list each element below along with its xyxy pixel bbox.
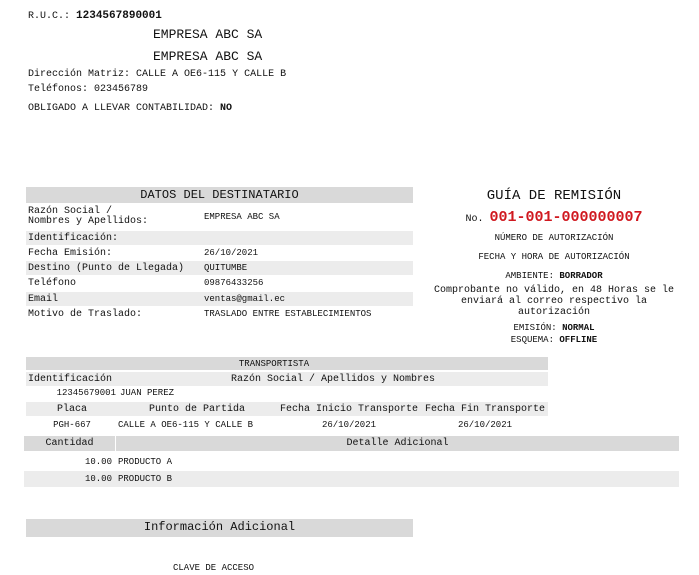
detalle-item-2-cantidad: 10.00 [84,474,112,484]
transp-inicio-value: 26/10/2021 [321,420,376,430]
esquema-label: ESQUEMA: [510,335,554,345]
dest-email-value: ventas@gmail.ec [204,294,286,304]
dest-fecha-value: 26/10/2021 [204,248,259,258]
detalle-item-1-detalle: PRODUCTO A [118,457,173,467]
notice-line-2: enviará al correo respectivo la [460,296,648,307]
phones-line [28,84,148,95]
emision-value: NORMAL [562,323,595,333]
address-value: CALLE A OE6-115 Y CALLE B [136,69,287,80]
num-autorizacion-label: NÚMERO DE AUTORIZACIÓN [494,233,614,243]
phones-label: Teléfonos: [28,84,89,95]
ambiente-label: AMBIENTE: [505,271,554,281]
dest-razon-label-1: Razón Social / [28,206,113,217]
ambiente-line [420,271,688,281]
ruc-line [28,10,162,22]
guia-number: 001-001-000000007 [489,209,643,226]
detalle-col-detalle: Detalle Adicional [346,438,449,449]
dest-email-label: Email [28,294,59,305]
notice-line-1: Comprobante no válido, en 48 Horas se le [433,285,675,296]
transportista-title: TRANSPORTISTA [238,359,310,369]
dest-razon-label-2: Nombres y Apellidos: [28,216,149,227]
dest-motivo-label: Motivo de Traslado: [28,309,143,320]
notice-block [420,285,688,318]
obligado-line [28,103,232,114]
address-line [28,69,286,80]
guia-number-line [420,209,688,226]
clave-acceso-label: CLAVE DE ACCESO [173,563,255,573]
dest-razon-label [28,207,148,227]
company-name-2: EMPRESA ABC SA [153,49,263,64]
dest-telefono-label: Teléfono [28,278,77,289]
transp-col-inicio: Fecha Inicio Transporte [279,404,419,415]
info-adicional-title: Información Adicional [143,520,296,534]
phones-value: 023456789 [94,84,149,95]
fecha-autorizacion-label: FECHA Y HORA DE AUTORIZACIÓN [478,252,630,262]
transp-partida-value: CALLE A OE6-115 Y CALLE B [118,420,254,430]
transp-placa-value: PGH-667 [53,420,91,430]
dest-telefono-value: 09876433256 [204,278,264,288]
dest-razon-value: EMPRESA ABC SA [204,212,280,222]
dest-motivo-value: TRASLADO ENTRE ESTABLECIMIENTOS [204,309,372,319]
dest-destino-label: Destino (Punto de Llegada) [28,263,185,274]
guia-title: GUÍA DE REMISIÓN [486,188,622,204]
dest-destino-value: QUITUMBE [204,263,248,273]
esquema-value: OFFLINE [559,335,598,345]
transp-id-value: 12345679001 [56,388,116,398]
transp-col-identificacion: Identificación [28,374,113,385]
transp-col-fin: Fecha Fin Transporte [424,404,546,415]
obligado-value: NO [220,103,233,114]
emision-line [420,323,688,333]
guia-no-label: No. [465,214,484,225]
address-label: Dirección Matriz: [28,69,131,80]
transp-col-partida: Punto de Partida [148,404,245,415]
esquema-line [420,335,688,345]
emision-label: EMISIÓN: [513,323,557,333]
dest-identificacion-label: Identificación: [28,233,119,244]
company-name-1: EMPRESA ABC SA [153,27,263,42]
ambiente-value: BORRADOR [559,271,603,281]
transp-col-razon: Razón Social / Apellidos y Nombres [230,374,436,385]
destinatario-title: DATOS DEL DESTINATARIO [140,188,299,202]
detalle-col-cantidad: Cantidad [45,438,94,449]
dest-fecha-label: Fecha Emisión: [28,248,113,259]
obligado-label: OBLIGADO A LLEVAR CONTABILIDAD: [28,103,215,114]
transp-fin-value: 26/10/2021 [457,420,512,430]
ruc-label: R.U.C.: [28,11,71,22]
notice-line-3: autorización [517,307,590,318]
detalle-item-1-cantidad: 10.00 [84,457,112,467]
ruc-value: 1234567890001 [76,10,162,22]
detalle-item-2-detalle: PRODUCTO B [118,474,173,484]
transp-col-placa: Placa [56,404,87,415]
transp-razon-value: JUAN PEREZ [120,388,175,398]
